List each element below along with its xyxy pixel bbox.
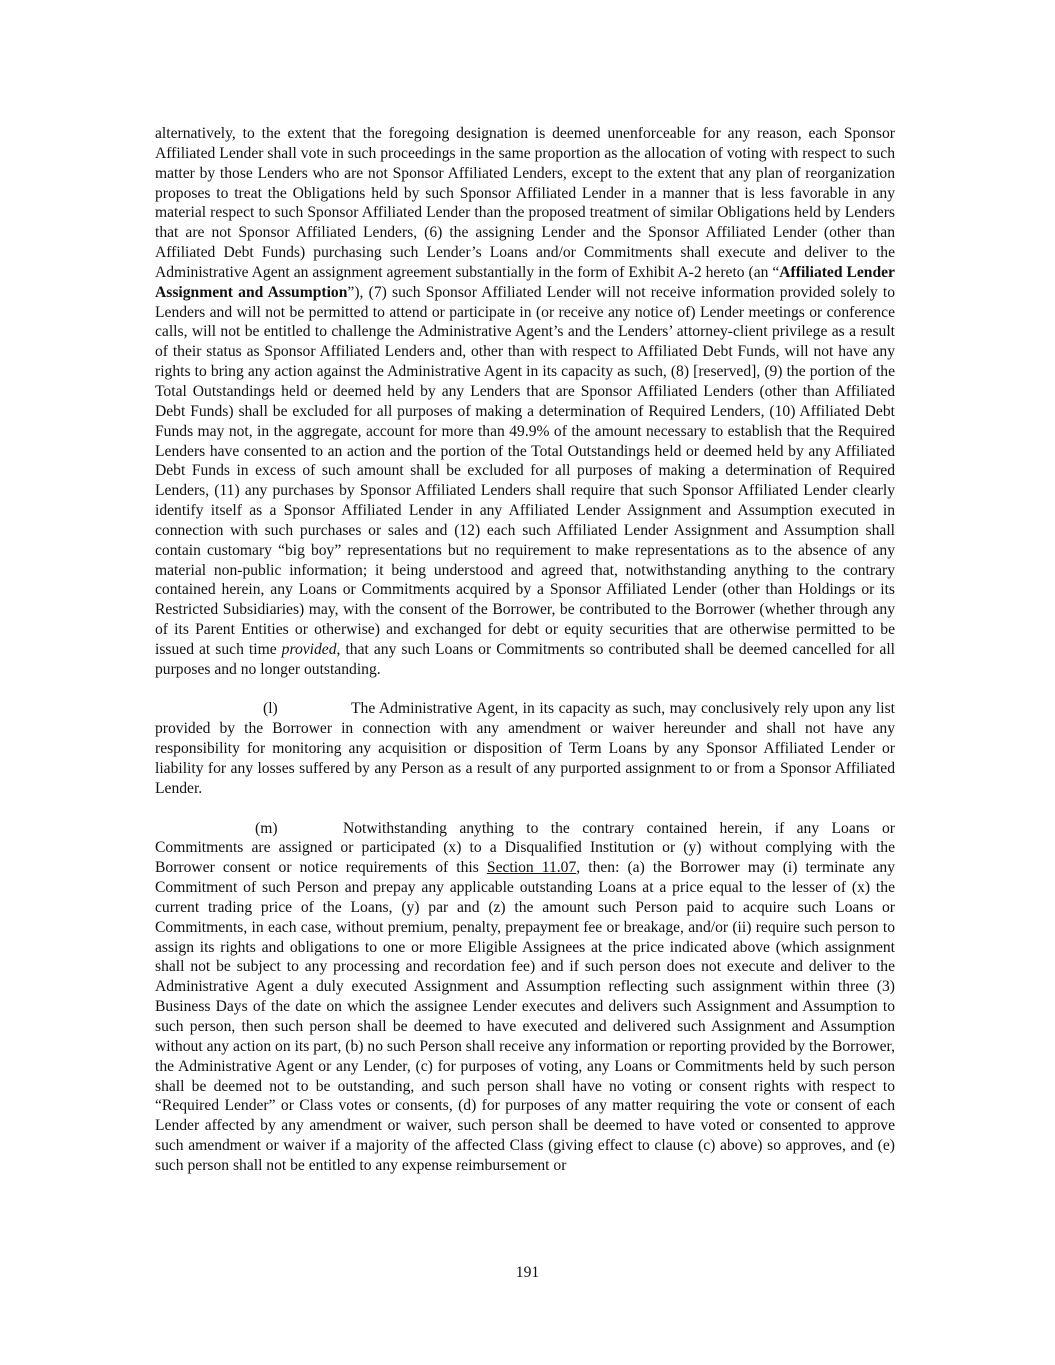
paragraph-m	[155, 819, 895, 1176]
paragraph-k-text-part1: alternatively, to the extent that the foregoing designation is deemed unenforceable for any reason, each Sponsor Affiliated Lender shall vote in such proceedings in the same proportion as the allocation of voting with respect to such matter by those Lenders who are not Sponsor Affiliated Lenders, except to the extent that any plan of reorganization proposes to treat the Obligations held by such Sponsor Affiliated Lender in a manner that is less favorable in any material respect to such Sponsor Affiliated Lender than the proposed treatment of similar Obligations held by Lenders that are not Sponsor Affiliated Lenders, (6) the assigning Lender and the Sponsor Affiliated Lender (other than Affiliated Debt Funds) purchasing such Lender’s Loans and/or Commitments shall execute and deliver to the Administrative Agent an assignment agreement substantially in the form of Exhibit A-2 hereto (an “	[155, 125, 895, 281]
paragraph-l-text: The Administrative Agent, in its capacity as such, may conclusively rely upon any list provided by the Borrower in connection with any amendment or waiver hereunder and shall not have any responsibility for monitoring any acquisition or disposition of Term Loans by any Sponsor Affiliated Lender or liability for any losses suffered by any Person as a result of any purported assignment to or from a Sponsor Affiliated Lender.	[155, 700, 895, 797]
paragraph-m-text-part2: , then: (a) the Borrower may (i) terminate any Commitment of such Person and prepay any applicable outstanding Loans at a price equal to the lesser of (x) the current trading price of the Loans, (y) par and (z) the amount such Person paid to acquire such Loans or Commitments, in each case, without premium, penalty, prepayment fee or breakage, and/or (ii) require such person to assign its rights and obligations to one or more Eligible Assignees at the price indicated above (which assignment shall not be subject to any processing and recordation fee) and if such person does not execute and deliver to the Administrative Agent a duly executed Assignment and Assumption reflecting such assignment within three (3) Business Days of the date on which the assignee Lender executes and delivers such Assignment and Assumption to such person, then such person shall be deemed to have executed and delivered such Assignment and Assumption without any action on its part, (b) no such Person shall receive any information or reporting provided by the Borrower, the Administrative Agent or any Lender, (c) for purposes of voting, any Loans or Commitments held by such person shall be deemed not to be outstanding, and such person shall have no voting or consent rights with respect to “Required Lender” or Class votes or consents, (d) for purposes of any matter requiring the vote or consent of each Lender affected by any amendment or waiver, such person shall be deemed to have voted or consented to approve such amendment or waiver if a majority of the affected Class (giving effect to clause (c) above) so approves, and (e) such person shall not be entitled to any expense reimbursement or	[155, 859, 895, 1174]
document-page	[155, 124, 895, 1176]
paragraph-l	[155, 699, 895, 798]
italic-term-provided: provided	[281, 640, 337, 658]
paragraph-l-label: (l)	[263, 700, 278, 718]
paragraph-m-label: (m)	[255, 819, 278, 837]
paragraph-k-text-part2: ”), (7) such Sponsor Affiliated Lender will not receive information provided solely to Lenders and will not be permitted to attend or participate in (or receive any notice of) Lender meetings or conference calls, will not be entitled to challenge the Administrative Agent’s and the Lenders’ attorney-client privilege as a result of their status as Sponsor Affiliated Lenders and, other than with respect to Affiliated Debt Funds, will not have any rights to bring any action against the Administrative Agent in its capacity as such, (8) [reserved], (9) the portion of the Total Outstandings held or deemed held by any Lenders that are Sponsor Affiliated Lenders (other than Affiliated Debt Funds) shall be excluded for all purposes of making a determination of Required Lenders, (10) Affiliated Debt Funds may not, in the aggregate, account for more than 49.9% of the amount necessary to establish that the Required Lenders have consented to an action and the portion of the Total Outstandings held or deemed held by any Affiliated Debt Funds in excess of such amount shall be excluded for all purposes of making a determination of Required Lenders, (11) any purchases by Sponsor Affiliated Lenders shall require that such Sponsor Affiliated Lender clearly identify itself as a Sponsor Affiliated Lender in any Affiliated Lender Assignment and Assumption executed in connection with such purchases or sales and (12) each such Affiliated Lender Assignment and Assumption shall contain customary “big boy” representations but no requirement to make representations as to the absence of any material non-public information; it being understood and agreed that, notwithstanding anything to the contrary contained herein, any Loans or Commitments acquired by a Sponsor Affiliated Lender (other than Holdings or its Restricted Subsidiaries) may, with the consent of the Borrower, be contributed to the Borrower (whether through any of its Parent Entities or otherwise) and exchanged for debt or equity securities that are otherwise permitted to be issued at such time	[155, 283, 895, 658]
defined-term-affiliated-lender-assignment: Affiliated Lender Assignment and Assumption	[155, 263, 895, 301]
page-number: 191	[515, 1264, 540, 1281]
paragraph-k-text-part3: , that any such Loans or Commitments so contributed shall be deemed cancelled for all purposes and no longer outstanding.	[155, 640, 895, 678]
paragraph-k-continued	[155, 124, 895, 680]
section-reference-link: Section 11.07	[486, 859, 577, 877]
paragraph-m-text-part1: Notwithstanding anything to the contrary contained herein, if any Loans or Commitments are assigned or participated (x) to a Disqualified Institution or (y) without complying with the Borrower consent or notice requirements of this	[155, 819, 895, 877]
